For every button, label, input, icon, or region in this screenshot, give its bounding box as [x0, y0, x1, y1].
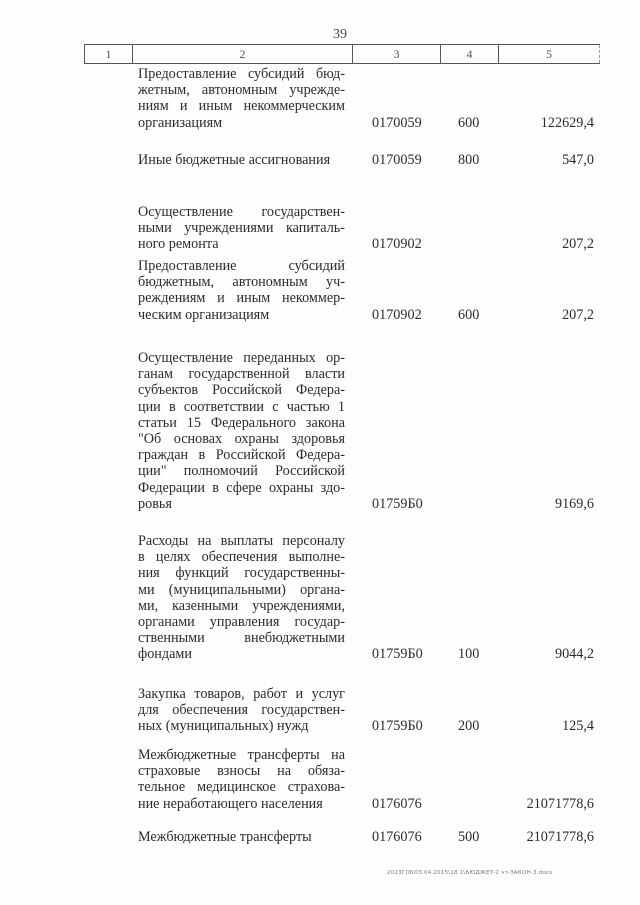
description-line: ными учреждениями капиталь-: [138, 220, 345, 237]
description-line: органами управления государ-: [138, 614, 345, 631]
header-col-1: 1: [85, 45, 133, 63]
description-line: Межбюджетные трансферты на: [138, 747, 345, 763]
description-line: ниям и иным некоммерческим: [138, 98, 345, 115]
description-line: статьи 15 Федерального закона: [138, 414, 345, 431]
row-code: 0170059: [372, 114, 422, 131]
row-amount: 9169,6: [554, 495, 594, 512]
row-description: [138, 258, 345, 323]
description-line: Осуществление переданных ор-: [138, 350, 345, 366]
row-amount: 21071778,6: [526, 795, 594, 812]
description-line: Осуществление государствен-: [138, 204, 345, 220]
row-code: 01759Б0: [372, 646, 423, 663]
row-code: 0170902: [372, 306, 422, 323]
row-code: 0176076: [372, 795, 422, 812]
row-amount: 547,0: [562, 152, 594, 168]
description-line: ние неработающего населения: [138, 795, 323, 812]
description-line: ного ремонта: [138, 236, 219, 253]
description-line: субъектов Российской Федера-: [138, 382, 345, 399]
row-code: 01759Б0: [372, 495, 423, 512]
row-amount: 9044,2: [554, 646, 594, 663]
description-line: жетным, автономным учрежде-: [138, 82, 345, 99]
row-type: 600: [458, 306, 480, 323]
description-line: "Об основах охраны здоровья: [138, 431, 345, 448]
row-description: [138, 533, 345, 663]
description-line: ции" полномочий Российской: [138, 463, 345, 480]
description-line: Федерации в сфере охраны здо-: [138, 479, 345, 496]
description-line: фондами: [138, 646, 192, 663]
row-description: [138, 686, 345, 735]
row-code: 01759Б0: [372, 718, 423, 735]
row-amount: 207,2: [562, 306, 594, 323]
row-amount: 21071778,6: [526, 829, 594, 845]
description-line: ческим организациям: [138, 306, 270, 323]
row-description: [138, 152, 345, 168]
row-description: [138, 829, 345, 845]
description-line: ровья: [138, 495, 172, 512]
description-line: бюджетным, автономным уч-: [138, 274, 345, 291]
row-type: 100: [458, 646, 480, 663]
row-code: 0170902: [372, 236, 422, 253]
description-line: в целях обеспечения выполне-: [138, 549, 345, 566]
description-line: ния функций государственны-: [138, 565, 345, 582]
description-line: ми, казенными учреждениями,: [138, 597, 345, 614]
row-code: 0170059: [372, 152, 422, 168]
description-line: Иные бюджетные ассигнования: [138, 152, 331, 168]
description-line: для обеспечения государствен-: [138, 702, 345, 719]
row-amount: 122629,4: [540, 114, 594, 131]
header-col-3: 3: [353, 45, 441, 63]
description-line: Предоставление субсидий бюд-: [138, 66, 345, 82]
header-col-4: 4: [441, 45, 499, 63]
description-line: граждан в Российской Федера-: [138, 447, 345, 464]
description-line: ганам государственной власти: [138, 366, 345, 383]
description-line: ственными внебюджетными: [138, 630, 345, 647]
row-amount: 125,4: [562, 718, 594, 735]
description-line: реждениям и иным некоммер-: [138, 290, 345, 307]
description-line: тельное медицинское страхова-: [138, 779, 345, 796]
row-description: [138, 747, 345, 812]
description-line: ных (муниципальных) нужд: [138, 718, 309, 735]
header-col-5: 5: [499, 45, 600, 63]
table-header: [84, 44, 600, 64]
row-description: [138, 350, 345, 512]
description-line: ми (муниципальными) органа-: [138, 581, 345, 598]
description-line: Предоставление субсидий: [138, 258, 345, 274]
description-line: Расходы на выплаты персоналу: [138, 533, 345, 549]
description-line: Межбюджетные трансферты: [138, 829, 312, 845]
footer-filename: 2013ГОБОЗ 04.2015\18 1\БЮДЖЕТ-2 чт-ЗАКОН-3.docx: [387, 870, 553, 876]
page-number: 39: [333, 27, 347, 42]
row-type: 800: [458, 152, 480, 168]
description-line: страховые взносы на обяза-: [138, 763, 345, 780]
row-code: 0176076: [372, 829, 422, 845]
row-description: [138, 66, 345, 131]
description-line: ции в соответствии с частью 1: [138, 398, 345, 415]
description-line: организациям: [138, 114, 223, 131]
row-amount: 207,2: [562, 236, 594, 253]
header-col-2: 2: [133, 45, 353, 63]
description-line: Закупка товаров, работ и услуг: [138, 686, 345, 702]
row-type: 200: [458, 718, 480, 735]
row-description: [138, 204, 345, 253]
row-type: 600: [458, 114, 480, 131]
row-type: 500: [458, 829, 480, 845]
